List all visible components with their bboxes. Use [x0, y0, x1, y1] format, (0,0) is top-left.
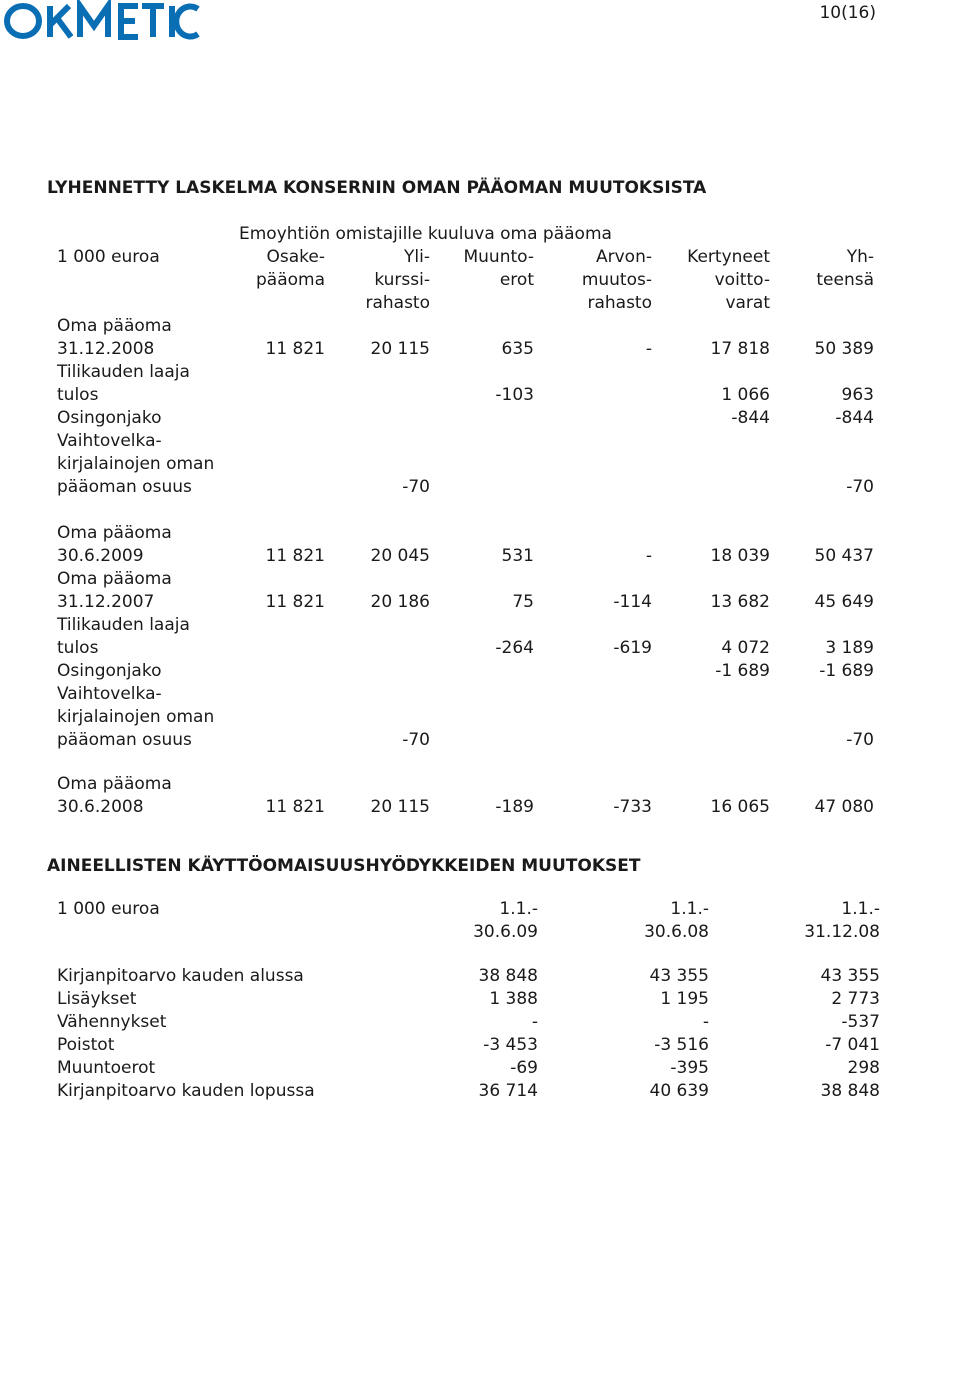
table-cell: 963: [841, 385, 874, 405]
unit-label: 1 000 euroa: [57, 247, 160, 267]
unit-label: 1 000 euroa: [57, 899, 160, 919]
row-label: kirjalainojen oman: [57, 707, 215, 727]
column-header: erot: [499, 270, 534, 290]
table-cell: -1 689: [819, 661, 874, 681]
column-header: 30.6.08: [644, 922, 709, 942]
table-cell: -: [645, 546, 652, 566]
table-cell: 298: [847, 1058, 880, 1078]
row-label: Vaihtovelka-: [57, 684, 162, 704]
column-header: 1.1.-: [841, 899, 880, 919]
row-label: Oma pääoma: [57, 774, 172, 794]
row-label: Osingonjako: [57, 661, 162, 681]
row-label: 30.6.2009: [57, 546, 144, 566]
column-header: teensä: [816, 270, 874, 290]
column-header: Yh-: [846, 247, 874, 267]
row-label: Lisäykset: [57, 989, 137, 1009]
column-header: Osake-: [266, 247, 325, 267]
column-header: rahasto: [365, 293, 430, 313]
column-header: 30.6.09: [473, 922, 538, 942]
row-label: Vähennykset: [57, 1012, 167, 1032]
okmetic-logo: [2, 0, 202, 44]
table-cell: 47 080: [814, 797, 874, 817]
group-header: Emoyhtiön omistajille kuuluva oma pääoma: [239, 224, 612, 244]
row-label: 30.6.2008: [57, 797, 144, 817]
table-cell: -: [645, 339, 652, 359]
row-label: Osingonjako: [57, 408, 162, 428]
table-cell: 2 773: [831, 989, 880, 1009]
table-cell: 3 189: [825, 638, 874, 658]
table-cell: 4 072: [721, 638, 770, 658]
row-label: tulos: [57, 638, 99, 658]
table-cell: -1 689: [715, 661, 770, 681]
table-cell: 11 821: [265, 339, 325, 359]
table-cell: -69: [510, 1058, 538, 1078]
table-cell: 40 639: [649, 1081, 709, 1101]
table-cell: 16 065: [710, 797, 770, 817]
table-cell: 50 389: [814, 339, 874, 359]
column-header: 1.1.-: [499, 899, 538, 919]
table-cell: -3 453: [483, 1035, 538, 1055]
table-cell: 635: [501, 339, 534, 359]
table-cell: 11 821: [265, 592, 325, 612]
table-cell: -103: [495, 385, 534, 405]
column-header: 1.1.-: [670, 899, 709, 919]
row-label: Poistot: [57, 1035, 115, 1055]
row-label: 31.12.2007: [57, 592, 155, 612]
column-header: muutos-: [581, 270, 652, 290]
table-cell: -733: [613, 797, 652, 817]
row-label: Oma pääoma: [57, 569, 172, 589]
row-label: Oma pääoma: [57, 316, 172, 336]
column-header: kurssi-: [374, 270, 430, 290]
table-cell: 45 649: [814, 592, 874, 612]
column-header: pääoma: [255, 270, 325, 290]
table-cell: 1 388: [489, 989, 538, 1009]
row-label: pääoman osuus: [57, 730, 192, 750]
table-cell: 75: [512, 592, 534, 612]
equity-section-title: LYHENNETTY LASKELMA KONSERNIN OMAN PÄÄOMAN MUUTOKSISTA: [47, 178, 707, 198]
table-cell: -: [531, 1012, 538, 1032]
table-cell: -189: [495, 797, 534, 817]
table-cell: -70: [846, 477, 874, 497]
table-cell: -537: [841, 1012, 880, 1032]
table-cell: 17 818: [710, 339, 770, 359]
table-cell: -844: [731, 408, 770, 428]
table-cell: -844: [835, 408, 874, 428]
row-label: Kirjanpitoarvo kauden lopussa: [57, 1081, 315, 1101]
row-label: tulos: [57, 385, 99, 405]
table-cell: 18 039: [710, 546, 770, 566]
table-cell: 36 714: [478, 1081, 538, 1101]
table-cell: -619: [613, 638, 652, 658]
row-label: Oma pääoma: [57, 523, 172, 543]
column-header: voitto-: [714, 270, 770, 290]
table-cell: 38 848: [478, 966, 538, 986]
table-cell: -395: [670, 1058, 709, 1078]
table-cell: 20 115: [370, 797, 430, 817]
table-cell: -114: [613, 592, 652, 612]
table-cell: 20 186: [370, 592, 430, 612]
table-cell: 38 848: [820, 1081, 880, 1101]
row-label: Tilikauden laaja: [57, 615, 190, 635]
table-cell: -7 041: [825, 1035, 880, 1055]
table-cell: 43 355: [820, 966, 880, 986]
table-cell: 1 066: [721, 385, 770, 405]
row-label: 31.12.2008: [57, 339, 155, 359]
table-cell: -264: [495, 638, 534, 658]
row-label: Muuntoerot: [57, 1058, 156, 1078]
table-cell: -70: [402, 477, 430, 497]
row-label: pääoman osuus: [57, 477, 192, 497]
table-cell: 531: [501, 546, 534, 566]
table-cell: 13 682: [710, 592, 770, 612]
column-header: varat: [725, 293, 770, 313]
column-header: Yli-: [404, 247, 430, 267]
table-cell: -: [702, 1012, 709, 1032]
page-number: 10(16): [819, 3, 876, 23]
table-cell: -3 516: [654, 1035, 709, 1055]
row-label: Vaihtovelka-: [57, 431, 162, 451]
column-header: Kertyneet: [687, 247, 770, 267]
row-label: kirjalainojen oman: [57, 454, 215, 474]
assets-section-title: AINEELLISTEN KÄYTTÖOMAISUUSHYÖDYKKEIDEN MUUTOKSET: [47, 856, 641, 876]
table-cell: 50 437: [814, 546, 874, 566]
column-header: rahasto: [587, 293, 652, 313]
table-cell: 20 115: [370, 339, 430, 359]
row-label: Tilikauden laaja: [57, 362, 190, 382]
column-header: Muunto-: [463, 247, 534, 267]
table-cell: 20 045: [370, 546, 430, 566]
table-cell: 43 355: [649, 966, 709, 986]
column-header: 31.12.08: [804, 922, 880, 942]
table-cell: -70: [402, 730, 430, 750]
column-header: Arvon-: [596, 247, 652, 267]
row-label: Kirjanpitoarvo kauden alussa: [57, 966, 304, 986]
table-cell: 1 195: [660, 989, 709, 1009]
table-cell: -70: [846, 730, 874, 750]
table-cell: 11 821: [265, 546, 325, 566]
table-cell: 11 821: [265, 797, 325, 817]
